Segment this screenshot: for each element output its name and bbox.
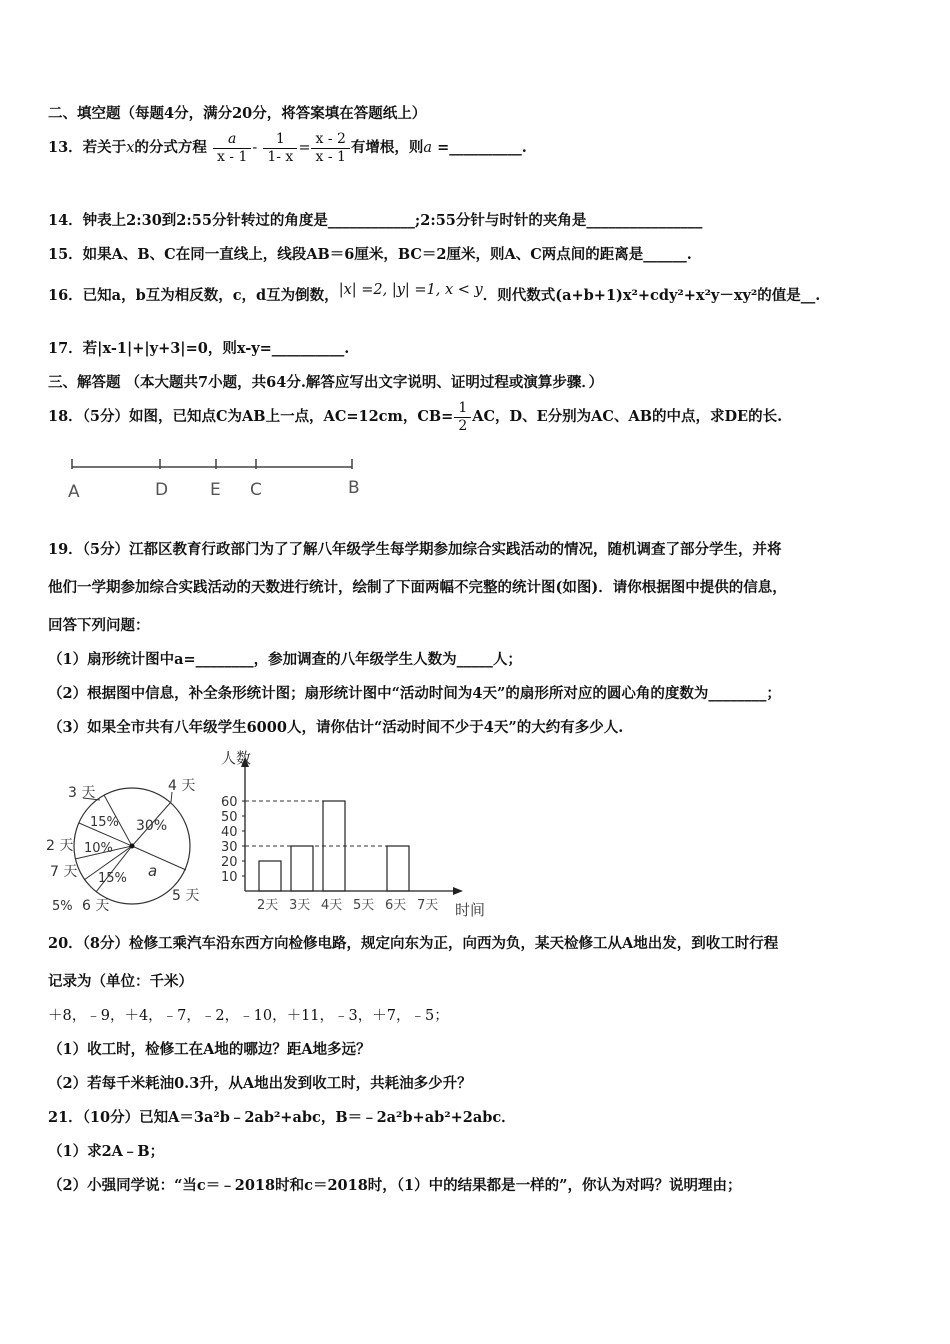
q13-blank: =__________. bbox=[432, 139, 527, 156]
q18-pre: 18．（5分）如图，已知点C为AB上一点，AC=12cm，CB= bbox=[48, 408, 454, 425]
q13-minus: - bbox=[252, 140, 258, 156]
pie-pct-7day: 5% bbox=[52, 899, 73, 914]
section-answer: 三、解答题 （本大题共7小题，共64分.解答应写出文字说明、证明过程或演算步骤．） bbox=[48, 374, 604, 391]
y-axis-label: 人数 bbox=[221, 749, 252, 767]
pie-pct-2day: 10% bbox=[84, 841, 113, 856]
q13-mid: 的分式方程 bbox=[134, 139, 207, 156]
question-20-line1: 20．（8分）检修工乘汽车沿东西方向检修电路，规定向东为正，向西为负，某天检修工从A地出发，到收工时行程 bbox=[48, 935, 779, 952]
pie-chart bbox=[40, 770, 220, 920]
q13-frac2: $\frac{1}{1- x}$ bbox=[263, 131, 297, 166]
label-d: D bbox=[155, 480, 169, 500]
q16-condition: |x| =2, |y| =1, x < y bbox=[338, 282, 483, 298]
question-21-line1: 21．（10分）已知A＝3a²b﹣2ab²+abc，B＝﹣2a²b+ab²+2abc． bbox=[48, 1109, 516, 1126]
pie-label-6day: 6 天 bbox=[82, 898, 110, 914]
label-c: C bbox=[250, 480, 262, 500]
question-19-part3: （3）如果全市共有八年级学生6000人，请你估计“活动时间不少于4天”的大约有多少人. bbox=[48, 719, 624, 736]
y-tick-label: 50 bbox=[221, 810, 238, 825]
x-tick-label: 3天 bbox=[289, 898, 311, 913]
q13-post: 有增根，则 bbox=[350, 139, 424, 156]
question-19-part2: （2）根据图中信息，补全条形统计图；扇形统计图中“活动时间为4天”的扇形所对应的圆心角的度数为________； bbox=[48, 685, 781, 702]
q13-frac1: $\frac{a}{x - 1}$ bbox=[213, 131, 251, 166]
x-tick-label: 4天 bbox=[321, 898, 343, 913]
question-14: 14．钟表上2:30到2:55分针转过的角度是____________;2:55分针与时针的夹角是________________ bbox=[48, 212, 703, 229]
label-a: A bbox=[68, 482, 80, 502]
question-17: 17．若|x-1|+|y+3|=0，则x-y=__________. bbox=[48, 340, 350, 357]
bar-4天 bbox=[323, 801, 345, 891]
pie-pct-6day: 15% bbox=[98, 871, 127, 886]
pie-center bbox=[130, 844, 135, 849]
question-20-part1: （1）收工时，检修工在A地的哪边？距A地多远？ bbox=[48, 1041, 371, 1058]
y-tick-label: 30 bbox=[221, 840, 238, 855]
pie-pct-5day: a bbox=[148, 862, 158, 880]
label-b: B bbox=[348, 478, 360, 498]
pie-divider-5 bbox=[132, 846, 186, 870]
question-18 bbox=[48, 397, 782, 437]
question-15: 15．如果A、B、C在同一直线上，线段AB＝6厘米，BC＝2厘米，则A、C两点间的距离是______. bbox=[48, 246, 692, 263]
label-e: E bbox=[210, 480, 221, 500]
y-tick-label: 10 bbox=[221, 870, 238, 885]
question-21-part1: （1）求2A﹣B； bbox=[48, 1143, 165, 1160]
question-13 bbox=[48, 128, 527, 168]
pie-label-4day: 4 天 bbox=[168, 778, 196, 794]
question-20-line2: 记录为（单位：千米） bbox=[48, 973, 193, 990]
q13-var-x: x bbox=[126, 140, 135, 156]
question-20-line3: ＋8，﹣9，＋4，﹣7，﹣2，﹣10，＋11，﹣3，＋7，﹣5； bbox=[48, 1008, 449, 1024]
bar-2天 bbox=[259, 861, 281, 891]
pie-label-7day: 7 天 bbox=[50, 864, 78, 880]
pie-label-3day: 3 天 bbox=[68, 785, 96, 801]
q16-pre: 16．已知a，b互为相反数，c，d互为倒数， bbox=[48, 287, 339, 304]
y-tick-label: 60 bbox=[221, 795, 238, 810]
q13-equals: = bbox=[298, 140, 311, 156]
question-21-part2: （2）小强同学说：“当c＝﹣2018时和c＝2018时，（1）中的结果都是一样的”，你认为对吗？说明理由； bbox=[48, 1177, 742, 1194]
y-tick-label: 20 bbox=[221, 855, 238, 870]
pie-pct-3day: 15% bbox=[90, 815, 119, 830]
x-tick-label: 5天 bbox=[353, 898, 375, 913]
q18-post: AC，D、E分别为AC、AB的中点，求DE的长. bbox=[472, 408, 783, 425]
x-axis-label: 时间 bbox=[455, 901, 486, 919]
question-19-line3: 回答下列问题： bbox=[48, 617, 150, 634]
question-19-part1: （1）扇形统计图中a=________，参加调查的八年级学生人数为_____人； bbox=[48, 651, 522, 668]
x-tick-label: 6天 bbox=[385, 898, 407, 913]
y-tick-label: 40 bbox=[221, 825, 238, 840]
section-fill-blank: 二、填空题（每题4分，满分20分，将答案填在答题纸上） bbox=[48, 105, 427, 122]
question-19-line1: 19．（5分）江都区教育行政部门为了了解八年级学生每学期参加综合实践活动的情况，随机调查了部分学生，并将 bbox=[48, 541, 782, 558]
bar-3天 bbox=[291, 846, 313, 891]
bar-chart bbox=[215, 745, 505, 920]
pie-label-2day: 2 天 bbox=[46, 838, 74, 854]
x-tick-label: 2天 bbox=[257, 898, 279, 913]
x-axis-arrow bbox=[453, 887, 463, 895]
bar-6天 bbox=[387, 846, 409, 891]
q13-pre: 13．若关于 bbox=[48, 139, 127, 156]
question-20-part2: （2）若每千米耗油0.3升，从A地出发到收工时，共耗油多少升？ bbox=[48, 1075, 472, 1092]
q13-var-a: a bbox=[423, 140, 433, 156]
segment-figure bbox=[60, 455, 370, 503]
q18-frac: $\frac{1}{2}$ bbox=[454, 400, 471, 435]
x-tick-label: 7天 bbox=[417, 898, 439, 913]
question-19-line2: 他们一学期参加综合实践活动的天数进行统计，绘制了下面两幅不完整的统计图(如图)．请你根据图中提供的信息， bbox=[48, 579, 787, 596]
q16-post: ．则代数式(a+b+1)x²+cdy²+x²y－xy²的值是__. bbox=[482, 287, 821, 304]
q13-frac3: $\frac{x - 2}{x - 1}$ bbox=[311, 131, 349, 166]
pie-label-5day: 5 天 bbox=[172, 888, 200, 904]
question-16 bbox=[48, 282, 821, 306]
pie-pct-4day: 30% bbox=[136, 818, 168, 834]
